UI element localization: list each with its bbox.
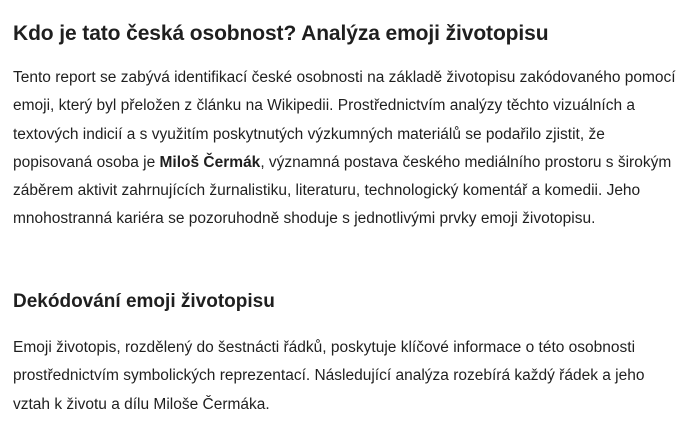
intro-text-start: Tento report se zabývá identifikací české osobnosti na základě životopisu zakódovaného pomocí emoji, který byl přeložen z článku na Wikipedii. Prostřednictvím analýzy těchto vizuálních a textových indicií a s využitím poskytnutých výzkumných materiálů se podařilo zjistit, že popisovaná osoba je: [13, 69, 676, 171]
intro-paragraph: [13, 64, 677, 234]
person-name: Miloš Čermák: [159, 153, 261, 171]
intro-text-end: , významná postava českého mediálního prostoru s širokým záběrem aktivit zahrnujících žurnalistiku, literaturu, technologický komentář a komedii. Jeho mnohostranná kariéra se pozoruhodně shoduje s jednotlivými prvky emoji životopisu.: [13, 153, 672, 228]
section-heading: Dekódování emoji životopisu: [13, 291, 275, 312]
section-paragraph: Emoji životopis, rozdělený do šestnácti řádků, poskytuje klíčové informace o této osobnosti prostřednictvím symbolických reprezentací. Následující analýza rozebírá každý řádek a jeho vztah k životu a dílu Miloše Čermáka.: [13, 339, 645, 413]
page-title: Kdo je tato česká osobnost? Analýza emoji životopisu: [13, 22, 549, 45]
